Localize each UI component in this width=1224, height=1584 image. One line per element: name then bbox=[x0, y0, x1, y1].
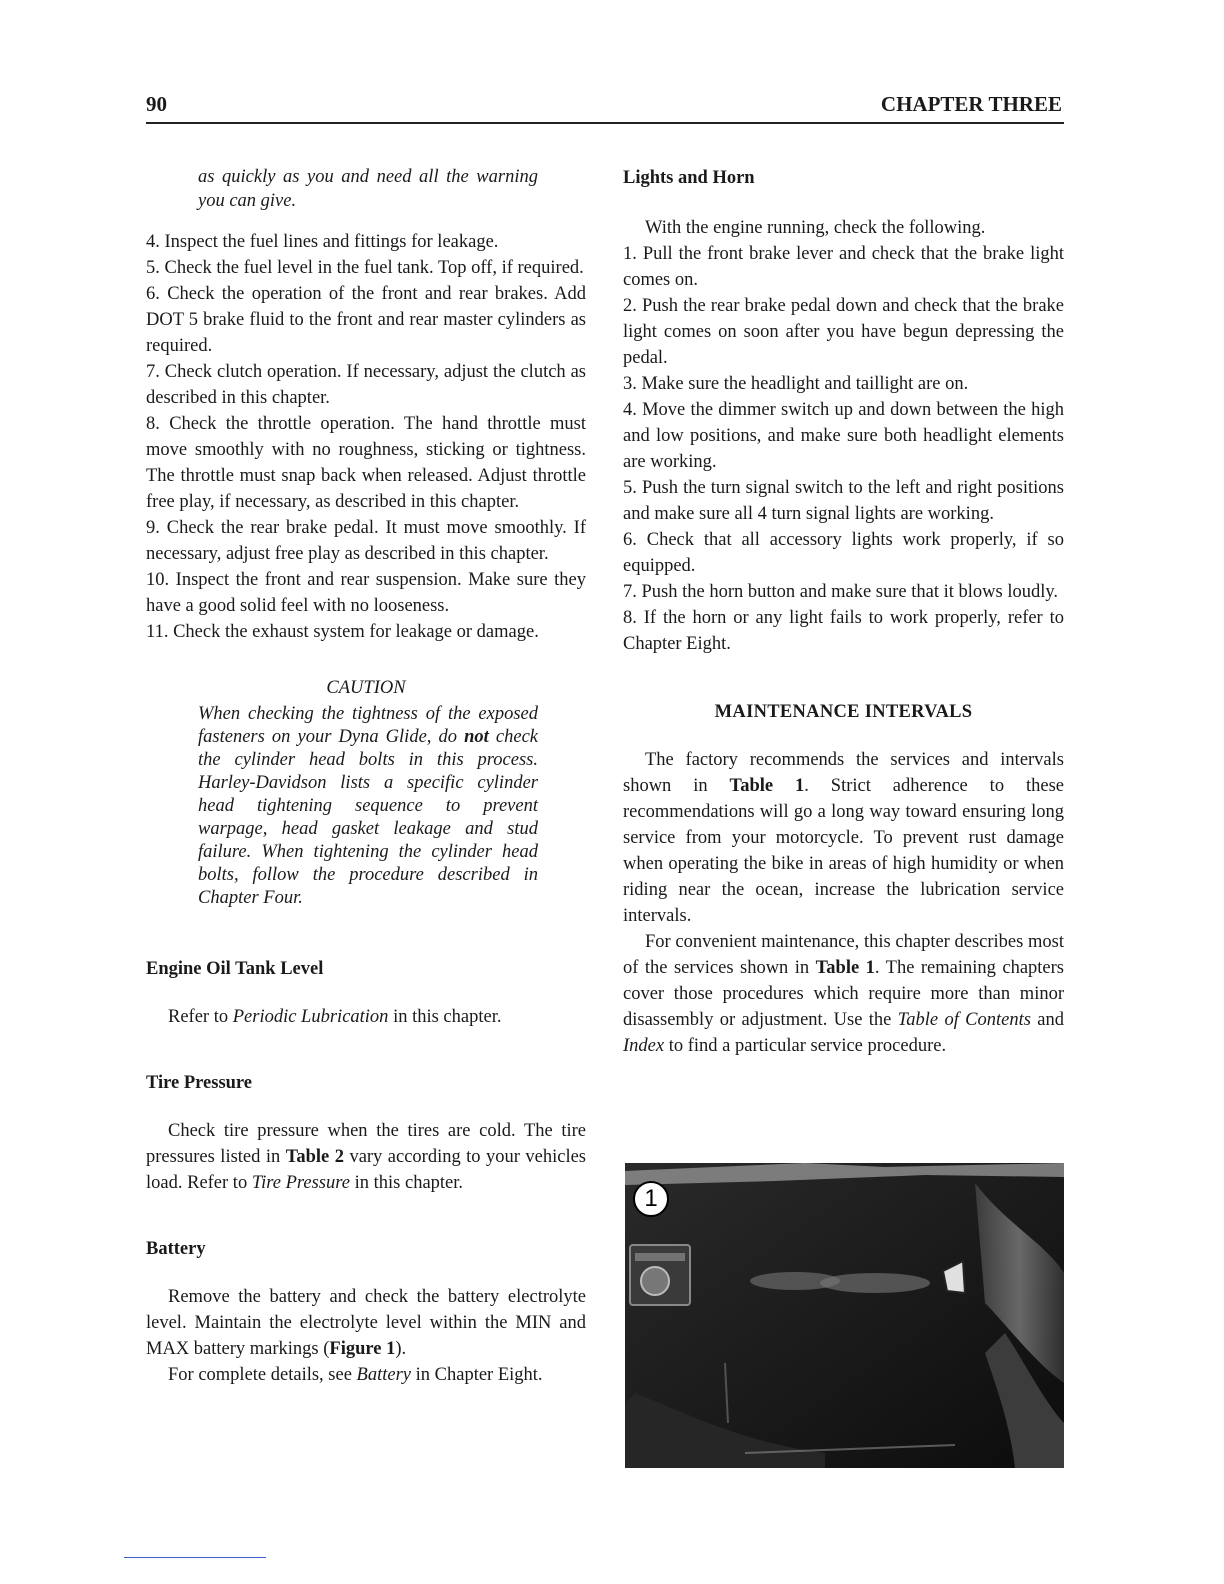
table-reference: Table 1 bbox=[729, 776, 805, 796]
page-header bbox=[146, 92, 1064, 124]
lights-horn-heading: Lights and Horn bbox=[623, 168, 755, 188]
maintenance-paragraph bbox=[623, 747, 1064, 929]
text-part: and bbox=[1037, 1010, 1064, 1030]
checklist-item: 8. Check the throttle operation. The hand throttle must move smoothly with no roughness, sticking or tightness. The throttle must snap back when released. Adjust throttle free play, if necessary, as described in this chapter. bbox=[146, 414, 586, 512]
checklist-item: 4. Move the dimmer switch up and down between the high and low positions, and make sure both headlight elements are working. bbox=[623, 400, 1064, 472]
figure-1-photo bbox=[625, 1163, 1064, 1468]
tire-pressure-paragraph bbox=[146, 1118, 586, 1196]
left-column bbox=[146, 165, 586, 1388]
caution-text bbox=[198, 703, 538, 910]
figure-callout-number: 1 bbox=[633, 1181, 669, 1217]
cross-reference: Tire Pressure bbox=[251, 1173, 350, 1193]
text-part: Refer to bbox=[168, 1007, 229, 1027]
table-reference: Table 2 bbox=[285, 1147, 344, 1167]
battery-paragraph bbox=[146, 1284, 586, 1362]
caution-text-part: check the cylinder head bolts in this process. Harley-Davidson lists a specific cylinder head tightening sequence to prevent warpage, head gasket leakage and stud failure. When tightening the cylinder head bolts, follow the procedure described in Chapter Four. bbox=[198, 727, 539, 908]
engine-oil-heading: Engine Oil Tank Level bbox=[146, 959, 324, 979]
caution-emphasis: not bbox=[464, 727, 489, 747]
maintenance-paragraph bbox=[623, 929, 1064, 1059]
checklist-item: 8. If the horn or any light fails to work properly, refer to Chapter Eight. bbox=[623, 608, 1064, 654]
page-number: 90 bbox=[146, 92, 167, 116]
checklist-item: 5. Push the turn signal switch to the left and right positions and make sure all 4 turn signal lights are working. bbox=[623, 478, 1064, 524]
right-column bbox=[623, 165, 1064, 1059]
lights-intro: With the engine running, check the following. bbox=[645, 218, 986, 238]
figure-reference: Figure 1 bbox=[329, 1339, 396, 1359]
text-part: vary according to your vehicles load. Refer to bbox=[146, 1147, 587, 1193]
text-part: to find a particular service procedure. bbox=[668, 1036, 947, 1056]
checklist-item: 5. Check the fuel level in the fuel tank. Top off, if required. bbox=[146, 258, 584, 278]
checklist-item: 3. Make sure the headlight and taillight are on. bbox=[623, 374, 969, 394]
footer-rule bbox=[124, 1557, 266, 1558]
engine-oil-paragraph bbox=[146, 1004, 586, 1030]
checklist-item: 1. Pull the front brake lever and check that the brake light comes on. bbox=[623, 244, 1064, 290]
text-part: in this chapter. bbox=[393, 1007, 502, 1027]
chapter-title: CHAPTER THREE bbox=[880, 92, 1062, 116]
text-part: The factory recommends the services and intervals shown in bbox=[623, 750, 1064, 796]
cross-reference: Periodic Lubrication bbox=[232, 1007, 389, 1027]
battery-photo-illustration bbox=[625, 1163, 1064, 1468]
caution-title: CAUTION bbox=[326, 678, 406, 698]
checklist-item: 10. Inspect the front and rear suspension. Make sure they have a good solid feel with no looseness. bbox=[146, 570, 586, 616]
text-part: Check tire pressure when the tires are cold. The tire pressures listed in bbox=[146, 1121, 586, 1167]
checklist-item: 11. Check the exhaust system for leakage or damage. bbox=[146, 622, 539, 642]
maintenance-intervals-heading: MAINTENANCE INTERVALS bbox=[714, 702, 973, 722]
checklist-item: 6. Check that all accessory lights work properly, if so equipped. bbox=[623, 530, 1064, 576]
checklist-item: 7. Check clutch operation. If necessary, adjust the clutch as described in this chapter. bbox=[146, 362, 586, 408]
cross-reference: Index bbox=[623, 1036, 665, 1056]
checklist-item: 6. Check the operation of the front and rear brakes. Add DOT 5 brake fluid to the front and rear master cylinders as required. bbox=[146, 284, 586, 356]
text-part: For convenient maintenance, this chapter describes most of the services shown in bbox=[623, 932, 1064, 978]
text-part: in Chapter Eight. bbox=[415, 1365, 543, 1385]
text-part: . The remaining chapters cover those procedures which require more than minor disassembly or adjustment. Use the bbox=[623, 958, 1064, 1030]
tire-pressure-heading: Tire Pressure bbox=[146, 1073, 253, 1093]
text-part: ). bbox=[395, 1339, 407, 1359]
battery-heading: Battery bbox=[146, 1239, 206, 1259]
table-reference: Table 1 bbox=[815, 958, 875, 978]
cross-reference: Battery bbox=[356, 1365, 411, 1385]
checklist-item: 7. Push the horn button and make sure that it blows loudly. bbox=[623, 582, 1059, 602]
text-part: Remove the battery and check the battery electrolyte level. Maintain the electrolyte level within the MIN and MAX battery markings ( bbox=[146, 1287, 586, 1359]
caution-text-part: When checking the tightness of the exposed fasteners on your Dyna Glide, do bbox=[198, 704, 538, 747]
warning-continuation: as quickly as you and need all the warning you can give. bbox=[198, 167, 538, 211]
battery-details-paragraph bbox=[146, 1362, 586, 1388]
text-part: in this chapter. bbox=[354, 1173, 464, 1193]
checklist-item: 4. Inspect the fuel lines and fittings for leakage. bbox=[146, 232, 499, 252]
text-part: For complete details, see bbox=[168, 1365, 352, 1385]
cross-reference: Table of Contents bbox=[897, 1010, 1031, 1030]
checklist-item: 2. Push the rear brake pedal down and check that the brake light comes on soon after you have begun depressing the pedal. bbox=[623, 296, 1064, 368]
checklist-item: 9. Check the rear brake pedal. It must move smoothly. If necessary, adjust free play as described in this chapter. bbox=[146, 518, 586, 564]
text-part: . Strict adherence to these recommendations will go a long way toward ensuring long service from your motorcycle. To prevent rust damage when operating the bike in areas of high humidity or when riding near the ocean, increase the lubrication service intervals. bbox=[623, 776, 1065, 926]
